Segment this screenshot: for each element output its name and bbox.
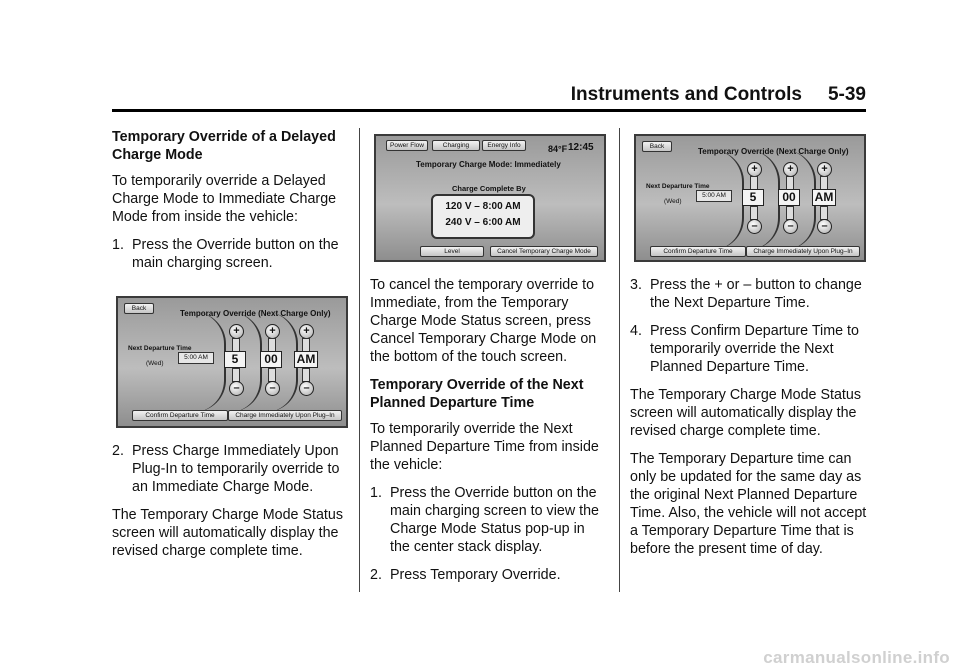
step-text: Press the Override button on the main charging screen to view the Charge Mode Status pop-up in the center stack display. [390,485,600,555]
minute-minus-button[interactable]: – [783,219,798,234]
hour-plus-button[interactable]: + [747,162,762,177]
clock: 12:45 [568,142,594,153]
charge-immediately-button[interactable]: Charge Immediately Upon Plug–In [228,410,342,421]
hour-value: 5 [224,351,246,368]
page-header [112,82,866,106]
section-title: Instruments and Controls [570,84,802,105]
step-text: Press Charge Immediately Upon Plug-In to temporarily override to an Immediate Charge Mode. [132,443,340,495]
departure-time-value: 5:00 AM [696,190,732,202]
dial-arc [712,150,744,250]
ampm-minus-button[interactable]: – [817,219,832,234]
step-text: Press Confirm Departure Time to temporarily override the Next Planned Departure Time. [650,323,859,375]
dial-stem [820,176,828,190]
body-text: The Temporary Departure time can only be updated for the same day as the original Next Planned Departure Time. Also, the vehicle will not accept a Temporary Departure Time that is before the present time of day. [630,451,867,557]
minute-plus-button[interactable]: + [265,324,280,339]
step-number: 1. [112,237,124,253]
ampm-plus-button[interactable]: + [817,162,832,177]
minute-plus-button[interactable]: + [783,162,798,177]
body-text: The Temporary Charge Mode Status screen will automatically display the revised charge complete time. [112,507,343,559]
watermark: carmanualsonline.info [763,648,950,667]
step-number: 2. [112,443,124,459]
column-1 [112,128,350,570]
step-number: 2. [370,567,382,583]
departure-time-value: 5:00 AM [178,352,214,364]
override-screen-figure-2 [634,134,866,262]
dial-stem [786,206,794,220]
step-3 [630,276,868,312]
column-2 [370,134,608,594]
step-text: Press the + or – button to change the Next Departure Time. [650,277,862,311]
screen-title: Temporary Override (Next Charge Only) [180,309,331,318]
dial-stem [232,368,240,382]
charge-complete-box [431,194,535,239]
body-text: The Temporary Charge Mode Status screen will automatically display the revised charge complete time. [630,387,861,439]
charge-line-120v: 120 V – 8:00 AM [445,201,521,212]
page-number: 5-39 [827,84,866,105]
step-text: Press Temporary Override. [390,567,561,583]
minute-value: 00 [260,351,282,368]
cancel-temporary-mode-button[interactable]: Cancel Temporary Charge Mode [490,246,598,257]
step-2 [370,566,608,584]
hour-minus-button[interactable]: – [229,381,244,396]
hour-plus-button[interactable]: + [229,324,244,339]
step-4 [630,322,868,376]
screen-title: Temporary Override (Next Charge Only) [698,147,849,156]
dial-stem [750,176,758,190]
dial-stem [268,338,276,352]
dial-stem [302,338,310,352]
back-button[interactable]: Back [642,141,672,152]
charge-status-screen-figure [374,134,606,262]
ampm-value: AM [294,351,318,368]
next-departure-label: Next Departure Time [646,183,710,190]
dial-stem [820,206,828,220]
column-3 [630,134,868,568]
charge-immediately-button[interactable]: Charge Immediately Upon Plug–In [746,246,860,257]
dial-arc [194,312,226,412]
step-number: 3. [630,277,642,293]
ampm-minus-button[interactable]: – [299,381,314,396]
tab-charging[interactable]: Charging [432,140,480,151]
dial-stem [268,368,276,382]
hour-value: 5 [742,189,764,206]
minute-value: 00 [778,189,800,206]
tab-power-flow[interactable]: Power Flow [386,140,428,151]
header-rule [112,109,866,112]
day-label: (Wed) [664,198,682,205]
intro-text: To temporarily override a Delayed Charge Mode to Immediate Charge Mode from inside the vehicle: [112,173,337,225]
tab-energy-info[interactable]: Energy Info [482,140,526,151]
next-departure-label: Next Departure Time [128,345,192,352]
step-2 [112,442,350,496]
dial-stem [750,206,758,220]
step-text: Press the Override button on the main charging screen. [132,237,339,271]
ampm-plus-button[interactable]: + [299,324,314,339]
temperature: 84°F [548,144,568,154]
dial-stem [232,338,240,352]
column-divider-2 [619,128,620,592]
level-button[interactable]: Level [420,246,484,257]
step-number: 4. [630,323,642,339]
charge-line-240v: 240 V – 6:00 AM [445,217,521,228]
step-1 [112,236,350,272]
column-divider-1 [359,128,360,592]
step-1 [370,484,608,556]
intro-text: To temporarily override the Next Planned Departure Time from inside the vehicle: [370,421,599,473]
confirm-departure-button[interactable]: Confirm Departure Time [650,246,746,257]
override-screen-figure-1 [116,296,348,428]
status-subtitle: Charge Complete By [452,184,526,193]
day-label: (Wed) [146,360,164,367]
ampm-value: AM [812,189,836,206]
dial-stem [786,176,794,190]
minute-minus-button[interactable]: – [265,381,280,396]
section-heading: Temporary Override of the Next Planned Departure Time [370,377,584,411]
confirm-departure-button[interactable]: Confirm Departure Time [132,410,228,421]
cancel-instructions: To cancel the temporary override to Immediate, from the Temporary Charge Mode Status screen, press Cancel Temporary Charge Mode on the bottom of the touch screen. [370,277,597,365]
back-button[interactable]: Back [124,303,154,314]
hour-minus-button[interactable]: – [747,219,762,234]
status-title: Temporary Charge Mode: Immediately [416,160,561,169]
dial-stem [302,368,310,382]
section-heading: Temporary Override of a Delayed Charge Mode [112,129,336,163]
step-number: 1. [370,485,382,501]
